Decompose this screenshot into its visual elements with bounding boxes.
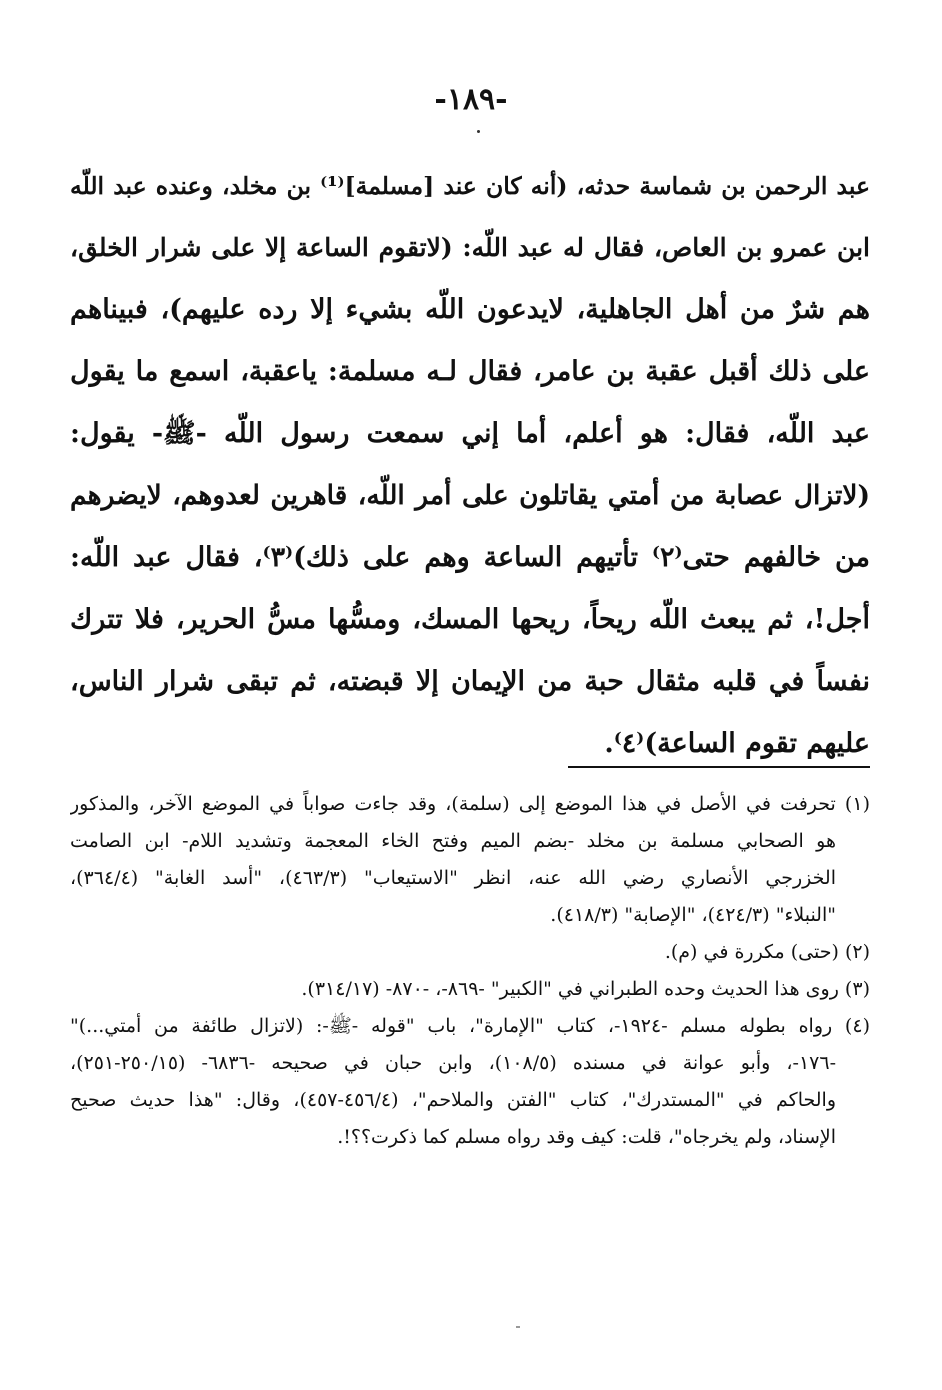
footnote-1 — [70, 786, 870, 934]
footnote-line: (١) تحرفت في الأصل في هذا الموضع إلى (سلمة)، وقد جاءت صواباً في الموضع الآخر، والمذكور — [70, 793, 870, 815]
footnote-line: الإسناد، ولم يخرجاه"، قلت: كيف وقد رواه مسلم كما ذكرت؟؟!. — [337, 1126, 836, 1148]
main-line: من خالفهم حتى⁽٢⁾ تأتيهم الساعة وهم على ذلك)⁽٣⁾، فقال عبد اللّه: — [70, 542, 870, 573]
print-mark — [516, 1326, 520, 1328]
footnote-line: (٤) رواه بطوله مسلم -١٩٢٤-، كتاب "الإمارة"، باب "قوله -ﷺ-: (لاتزال طائفة من أمتي...)" — [70, 1015, 870, 1037]
footnote-line: (٣) روى هذا الحديث وحده الطبراني في "الكبير" -٨٦٩-، -٨٧٠- (٣١٤/١٧). — [301, 978, 870, 1000]
footnote-line: (٢) (حتى) مكررة في (م). — [664, 941, 870, 963]
main-line: عبد الرحمن بن شماسة حدثه، (أنه كان عند [مسلمة]⁽¹⁾ بن مخلد، وعنده عبد اللّه — [70, 172, 870, 200]
footnote-4 — [70, 1008, 870, 1156]
main-line: هم شرٌ من أهل الجاهلية، لايدعون اللّه بشيء إلا رده عليهم)، فبيناهم — [70, 294, 870, 325]
main-line: نفساً في قلبه مثقال حبة من الإيمان إلا قبضته، ثم تبقى شرار الناس، — [70, 666, 870, 697]
main-line: عبد اللّه، فقال: هو أعلم، أما إني سمعت رسول اللّه -ﷺ- يقول: — [70, 418, 870, 449]
footnote-line: والحاكم في "المستدرك"، كتاب "الفتن والملاحم"، (٤٥٦/٤-٤٥٧)، وقال: "هذا حديث صحيح — [70, 1089, 836, 1111]
main-line: عليهم تقوم الساعة)⁽٤⁾. — [604, 728, 870, 759]
main-line: على ذلك أقبل عقبة بن عامر، فقال لـه مسلمة: ياعقبة، اسمع ما يقول — [70, 356, 870, 387]
footnote-divider — [568, 766, 870, 768]
footnote-line: -١٧٦-، وأبو عوانة في مسنده (١٠٨/٥)، وابن حبان في صحيحه -٦٨٣٦- (٢٥٠/١٥-٢٥١)، — [70, 1052, 836, 1074]
footnote-line: هو الصحابي مسلمة بن مخلد -بضم الميم وفتح الخاء المعجمة وتشديد اللام- ابن الصامت — [70, 830, 836, 852]
footnote-2 — [70, 934, 870, 971]
footnote-line: الخزرجي الأنصاري رضي الله عنه، انظر "الاستيعاب" (٤٦٣/٣)، "أسد الغابة" (٣٦٤/٤)، — [70, 867, 836, 889]
footnotes — [70, 786, 870, 1156]
main-line: أجل!، ثم يبعث اللّه ريحاً، ريحها المسك، ومسُّها مسُّ الحرير، فلا تترك — [70, 604, 870, 635]
footnote-line: "النبلاء" (٤٢٤/٣)، "الإصابة" (٤١٨/٣). — [550, 904, 836, 926]
footnote-3 — [70, 971, 870, 1008]
page-number: -١٨٩- — [434, 82, 508, 117]
print-dot — [477, 130, 480, 133]
main-line: (لاتزال عصابة من أمتي يقاتلون على أمر اللّه، قاهرين لعدوهم، لايضرهم — [70, 480, 870, 511]
main-text — [70, 155, 870, 775]
main-line: ابن عمرو بن العاص، فقال له عبد اللّه: (لاتقوم الساعة إلا على شرار الخلق، — [70, 233, 870, 262]
